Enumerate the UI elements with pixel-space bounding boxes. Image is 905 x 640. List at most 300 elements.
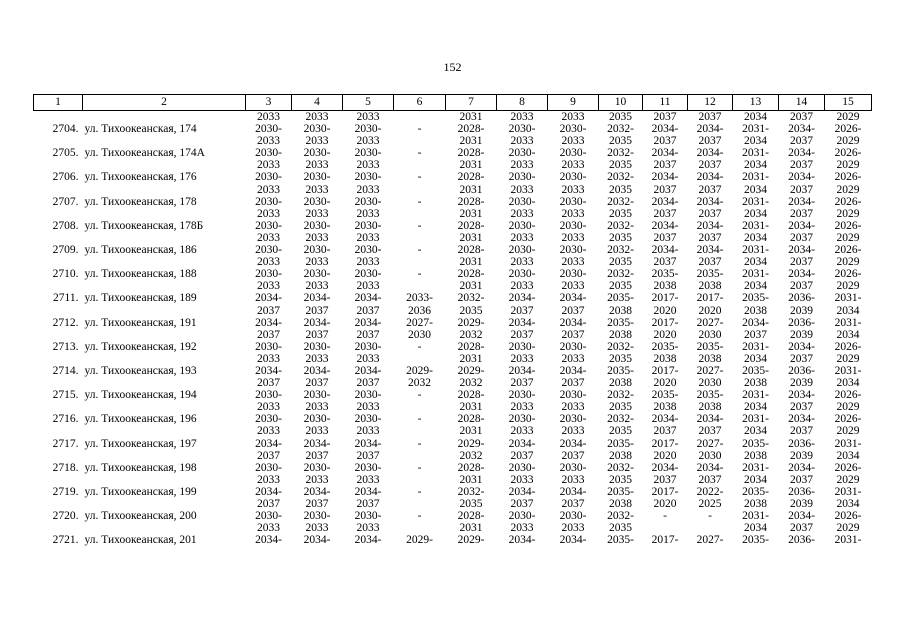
year-range-cell (497, 196, 548, 220)
cell-line: 2033 (510, 280, 534, 293)
year-range-cell (825, 534, 872, 546)
cell-line: 2039 (790, 377, 813, 390)
carryover-cell (599, 111, 643, 124)
cell-line: 2035- (607, 485, 634, 498)
cell-line: 2028- (457, 340, 485, 353)
row-number (34, 534, 83, 546)
year-range-cell (825, 268, 872, 292)
cell-line: 2034- (559, 437, 587, 450)
cell-line: 2034- (696, 171, 724, 184)
cell-line: 2035- (696, 268, 724, 281)
cell-line: 2034 (744, 159, 767, 172)
year-range-cell (779, 486, 825, 510)
cell-line: 2035- (651, 268, 679, 281)
year-range-cell (643, 317, 688, 341)
cell-line: 2037 (653, 425, 677, 438)
table-row (34, 413, 872, 437)
cell-line: 2030- (354, 219, 382, 232)
year-range-cell (446, 510, 497, 534)
carryover-cell (83, 111, 246, 124)
cell-line: ул. Тихоокеанская, 201 (84, 534, 197, 547)
cell-line: 2037 (561, 498, 585, 510)
year-range-cell (394, 268, 446, 292)
year-range-cell (343, 268, 394, 292)
year-range-cell (446, 196, 497, 220)
cell-line: 2033 (356, 352, 380, 365)
year-range-cell (643, 462, 688, 486)
cell-line: 2020 (698, 304, 722, 317)
year-range-cell (733, 244, 779, 268)
cell-line: 2028- (457, 510, 485, 523)
cell-line: 2034- (559, 292, 587, 305)
cell-line: 2037 (561, 449, 585, 462)
cell-line: 2035 (609, 135, 632, 148)
cell-line: 2038 (744, 498, 767, 510)
carryover-row (34, 111, 872, 124)
year-range-cell (292, 147, 343, 171)
year-range-cell (394, 438, 446, 462)
year-range-cell (599, 123, 643, 147)
cell-line: 2032- (607, 195, 634, 208)
year-range-cell (497, 486, 548, 510)
cell-line: 2033 (257, 135, 280, 148)
year-range-cell (643, 171, 688, 195)
page-number: 152 (443, 60, 462, 74)
cell-line: 2030- (508, 413, 536, 426)
year-range-cell (292, 196, 343, 220)
cell-line: 2028- (457, 413, 485, 426)
cell-line: 2030- (559, 510, 587, 523)
cell-line: 2036- (788, 485, 815, 498)
cell-line: 2037 (510, 377, 534, 390)
cell-line: 2030- (559, 171, 587, 184)
cell-line: 2034- (788, 147, 815, 160)
year-range-cell (779, 413, 825, 437)
carryover-cell (394, 111, 446, 124)
cell-line: 2035- (651, 389, 679, 402)
year-range-cell (733, 534, 779, 546)
row-address (83, 123, 246, 147)
cell-line: ул. Тихоокеанская, 197 (84, 437, 197, 450)
table-row (34, 220, 872, 244)
cell-line: 2033 (257, 207, 280, 220)
year-range-cell (825, 486, 872, 510)
cell-line: 2035 (609, 522, 632, 535)
cell-line: 2034- (788, 268, 815, 281)
year-range-cell (825, 147, 872, 171)
cell-line: - (417, 219, 422, 232)
cell-line: 2030- (508, 171, 536, 184)
cell-line: 2030- (559, 195, 587, 208)
cell-line: 2037 (257, 449, 280, 462)
cell-line: 2032 (459, 377, 483, 390)
cell-line: 2028- (457, 123, 485, 136)
column-header-3: 3 (246, 95, 292, 111)
year-range-cell (779, 534, 825, 546)
cell-line: ул. Тихоокеанская, 176 (84, 171, 197, 184)
year-range-cell (246, 171, 292, 195)
cell-line: 2028- (457, 461, 485, 474)
cell-line: 2033 (510, 159, 534, 172)
cell-line: 2035 (609, 256, 632, 269)
cell-line: 2033 (510, 207, 534, 220)
cell-line: 2038 (609, 304, 632, 317)
year-range-cell (779, 365, 825, 389)
year-range-cell (548, 268, 599, 292)
cell-line: 2034 (744, 207, 767, 220)
cell-line: 2034- (651, 219, 679, 232)
row-number (34, 365, 83, 389)
year-range-cell (292, 534, 343, 546)
table-row (34, 244, 872, 268)
table-row (34, 534, 872, 546)
cell-line: 2706. (52, 171, 79, 184)
cell-line: 2031 (459, 111, 483, 123)
cell-line: 2030- (255, 510, 282, 523)
cell-line: 2034- (508, 316, 536, 329)
year-range-cell (825, 317, 872, 341)
cell-line: 2034- (303, 364, 331, 377)
cell-line: 2030- (303, 413, 331, 426)
cell-line: 2033 (356, 183, 380, 196)
year-range-cell (779, 341, 825, 365)
cell-line: - (417, 389, 422, 402)
year-range-cell (599, 341, 643, 365)
cell-line: 2030- (354, 340, 382, 353)
cell-line: 2037 (790, 425, 813, 438)
cell-line: 2029 (836, 401, 860, 414)
year-range-cell (599, 171, 643, 195)
carryover-cell (34, 111, 83, 124)
year-range-cell (599, 292, 643, 316)
row-number (34, 147, 83, 171)
cell-line: 2034- (255, 485, 282, 498)
cell-line: 2037 (305, 498, 329, 510)
year-range-cell (394, 365, 446, 389)
cell-line: 2026- (834, 171, 862, 184)
cell-line: 2020 (653, 377, 677, 390)
year-range-cell (446, 534, 497, 546)
column-header-1: 1 (34, 95, 83, 111)
cell-line: 2029- (457, 364, 485, 377)
year-range-cell (497, 147, 548, 171)
cell-line: 2034- (303, 316, 331, 329)
cell-line: 2037 (305, 449, 329, 462)
cell-line: 2034- (788, 510, 815, 523)
cell-line: 2039 (790, 449, 813, 462)
cell-line: 2717. (52, 437, 79, 450)
year-range-cell (497, 171, 548, 195)
cell-line: 2033 (356, 473, 380, 486)
cell-line: 2028- (457, 219, 485, 232)
year-range-cell (688, 317, 733, 341)
cell-line: 2030- (303, 171, 331, 184)
cell-line: 2033 (305, 256, 329, 269)
cell-line: 2033 (561, 231, 585, 244)
column-header-2: 2 (83, 95, 246, 111)
cell-line: 2032- (607, 268, 634, 281)
cell-line: 2037 (790, 473, 813, 486)
year-range-cell (446, 244, 497, 268)
year-range-cell (688, 510, 733, 534)
cell-line: 2034 (744, 231, 767, 244)
cell-line: 2028- (457, 268, 485, 281)
year-range-cell (643, 123, 688, 147)
carryover-cell (825, 111, 872, 124)
cell-line: 2034- (255, 364, 282, 377)
cell-line: 2038 (609, 328, 632, 341)
year-range-cell (599, 389, 643, 413)
year-range-cell (246, 123, 292, 147)
cell-line: 2035- (742, 364, 769, 377)
cell-line: 2037 (698, 231, 722, 244)
cell-line: 2034- (696, 195, 724, 208)
year-range-cell (292, 510, 343, 534)
cell-line: 2030- (354, 461, 382, 474)
column-header-15: 15 (825, 95, 872, 111)
cell-line: 2034- (559, 316, 587, 329)
year-range-cell (688, 171, 733, 195)
cell-line: 2030- (508, 510, 536, 523)
cell-line: 2017- (696, 292, 724, 305)
table-row (34, 438, 872, 462)
cell-line: 2037 (790, 207, 813, 220)
cell-line: 2031- (834, 534, 862, 547)
year-range-cell (548, 510, 599, 534)
year-range-cell (394, 123, 446, 147)
table-row (34, 486, 872, 510)
cell-line: 2031- (742, 268, 769, 281)
cell-line: 2034- (696, 413, 724, 426)
row-number (34, 341, 83, 365)
cell-line: 2031- (742, 340, 769, 353)
cell-line: 2030- (303, 340, 331, 353)
year-range-cell (394, 413, 446, 437)
cell-line: 2037 (561, 377, 585, 390)
cell-line: 2030- (303, 461, 331, 474)
cell-line: 2031 (459, 280, 483, 293)
cell-line: 2033 (561, 111, 585, 123)
carryover-cell (246, 111, 292, 124)
cell-line: 2037 (257, 377, 280, 390)
cell-line: 2035- (607, 364, 634, 377)
year-range-cell (643, 438, 688, 462)
cell-line: 2030- (255, 413, 282, 426)
cell-line: 2034 (744, 401, 767, 414)
cell-line: 2037 (698, 135, 722, 148)
carryover-cell (292, 111, 343, 124)
year-range-cell (548, 389, 599, 413)
cell-line: 2017- (651, 316, 679, 329)
cell-line: - (417, 195, 422, 208)
cell-line: 2033 (510, 401, 534, 414)
cell-line: 2033 (305, 159, 329, 172)
cell-line: 2032 (459, 328, 483, 341)
cell-line: - (417, 171, 422, 184)
cell-line: 2033 (356, 425, 380, 438)
year-range-cell (599, 534, 643, 546)
cell-line: 2029- (457, 316, 485, 329)
cell-line: 2028- (457, 244, 485, 257)
cell-line: ул. Тихоокеанская, 199 (84, 485, 197, 498)
column-header-11: 11 (643, 95, 688, 111)
cell-line: 2035 (609, 231, 632, 244)
cell-line: 2031- (742, 123, 769, 136)
cell-line: 2037 (698, 425, 722, 438)
cell-line: 2038 (609, 377, 632, 390)
year-range-cell (688, 268, 733, 292)
year-range-cell (292, 341, 343, 365)
cell-line: 2029- (457, 437, 485, 450)
cell-line: 2030- (559, 340, 587, 353)
year-range-cell (733, 171, 779, 195)
cell-line: 2037 (790, 111, 813, 123)
cell-line: 2037 (698, 183, 722, 196)
year-range-cell (825, 244, 872, 268)
year-range-cell (343, 389, 394, 413)
cell-line: 2030- (354, 147, 382, 160)
cell-line: ул. Тихоокеанская, 188 (84, 268, 197, 281)
row-address (83, 534, 246, 546)
cell-line: 2037 (510, 449, 534, 462)
cell-line: - (417, 123, 422, 136)
year-range-cell (292, 389, 343, 413)
row-address (83, 147, 246, 171)
cell-line: 2037 (698, 207, 722, 220)
cell-line: 2708. (52, 219, 79, 232)
year-range-cell (394, 244, 446, 268)
year-range-cell (246, 220, 292, 244)
cell-line: 2020 (653, 449, 677, 462)
cell-line: 2034 (744, 425, 767, 438)
cell-line: 2030 (698, 328, 722, 341)
cell-line: 2038 (653, 352, 677, 365)
cell-line: 2037 (698, 159, 722, 172)
year-range-cell (343, 462, 394, 486)
year-range-cell (446, 147, 497, 171)
cell-line: 2036- (788, 292, 815, 305)
year-range-cell (733, 196, 779, 220)
year-range-cell (292, 220, 343, 244)
year-range-cell (497, 389, 548, 413)
row-number (34, 171, 83, 195)
year-range-cell (688, 486, 733, 510)
year-range-cell (394, 147, 446, 171)
cell-line: 2721. (52, 534, 79, 547)
cell-line: 2030- (559, 461, 587, 474)
cell-line: 2033 (257, 159, 280, 172)
cell-line: 2030- (303, 219, 331, 232)
cell-line: 2033 (257, 401, 280, 414)
cell-line: 2020 (653, 498, 677, 510)
table-row (34, 292, 872, 316)
cell-line: 2033 (305, 401, 329, 414)
cell-line: 2034- (788, 244, 815, 257)
year-range-cell (246, 244, 292, 268)
cell-line: 2026- (834, 510, 862, 523)
cell-line: 2033 (561, 473, 585, 486)
cell-line: 2026- (834, 389, 862, 402)
year-range-cell (688, 534, 733, 546)
cell-line: 2034- (651, 147, 679, 160)
cell-line: 2033 (510, 231, 534, 244)
cell-line: 2036- (788, 437, 815, 450)
cell-line: 2037 (305, 377, 329, 390)
year-range-cell (779, 389, 825, 413)
carryover-cell (446, 111, 497, 124)
cell-line: 2020 (653, 328, 677, 341)
year-range-cell (643, 147, 688, 171)
cell-line: 2033- (406, 292, 433, 305)
year-range-cell (733, 341, 779, 365)
cell-line: 2034- (696, 219, 724, 232)
cell-line: - (417, 437, 422, 450)
cell-line: 2030- (354, 268, 382, 281)
cell-line: 2029 (836, 111, 860, 123)
cell-line: 2038 (698, 401, 722, 414)
cell-line: 2037 (790, 231, 813, 244)
year-range-cell (825, 438, 872, 462)
cell-line: 2034- (696, 244, 724, 257)
cell-line: 2037 (510, 328, 534, 341)
year-range-cell (446, 317, 497, 341)
cell-line: 2038 (653, 280, 677, 293)
cell-line: 2020 (653, 304, 677, 317)
cell-line: 2719. (52, 485, 79, 498)
cell-line: 2034- (788, 413, 815, 426)
cell-line: 2711. (53, 292, 79, 305)
cell-line: 2032- (607, 147, 634, 160)
row-address (83, 220, 246, 244)
year-range-cell (825, 220, 872, 244)
cell-line: 2025 (698, 498, 722, 510)
year-range-cell (688, 196, 733, 220)
cell-line: 2031 (459, 522, 483, 535)
cell-line: 2031- (834, 437, 862, 450)
table-row (34, 341, 872, 365)
cell-line: 2030- (303, 510, 331, 523)
cell-line: 2035 (459, 304, 483, 317)
cell-line: 2030- (354, 510, 382, 523)
year-range-cell (733, 147, 779, 171)
year-range-cell (343, 534, 394, 546)
year-range-cell (446, 389, 497, 413)
cell-line: 2033 (257, 280, 280, 293)
cell-line: 2707. (52, 195, 79, 208)
year-range-cell (343, 123, 394, 147)
cell-line: 2030- (255, 244, 282, 257)
column-header-8: 8 (497, 95, 548, 111)
cell-line: 2034- (354, 292, 382, 305)
cell-line: 2035 (609, 425, 632, 438)
cell-line: 2037 (790, 159, 813, 172)
cell-line: 2033 (305, 352, 329, 365)
cell-line: 2030- (559, 389, 587, 402)
cell-line: 2038 (698, 280, 722, 293)
cell-line: 2037 (356, 498, 380, 510)
year-range-cell (292, 365, 343, 389)
row-number (34, 486, 83, 510)
cell-line: 2037 (305, 304, 329, 317)
cell-line: 2030- (255, 340, 282, 353)
cell-line: 2032- (607, 461, 634, 474)
cell-line: 2712. (52, 316, 79, 329)
year-range-cell (246, 341, 292, 365)
year-range-cell (733, 389, 779, 413)
year-range-cell (779, 220, 825, 244)
cell-line: 2034- (651, 195, 679, 208)
table-row (34, 510, 872, 534)
